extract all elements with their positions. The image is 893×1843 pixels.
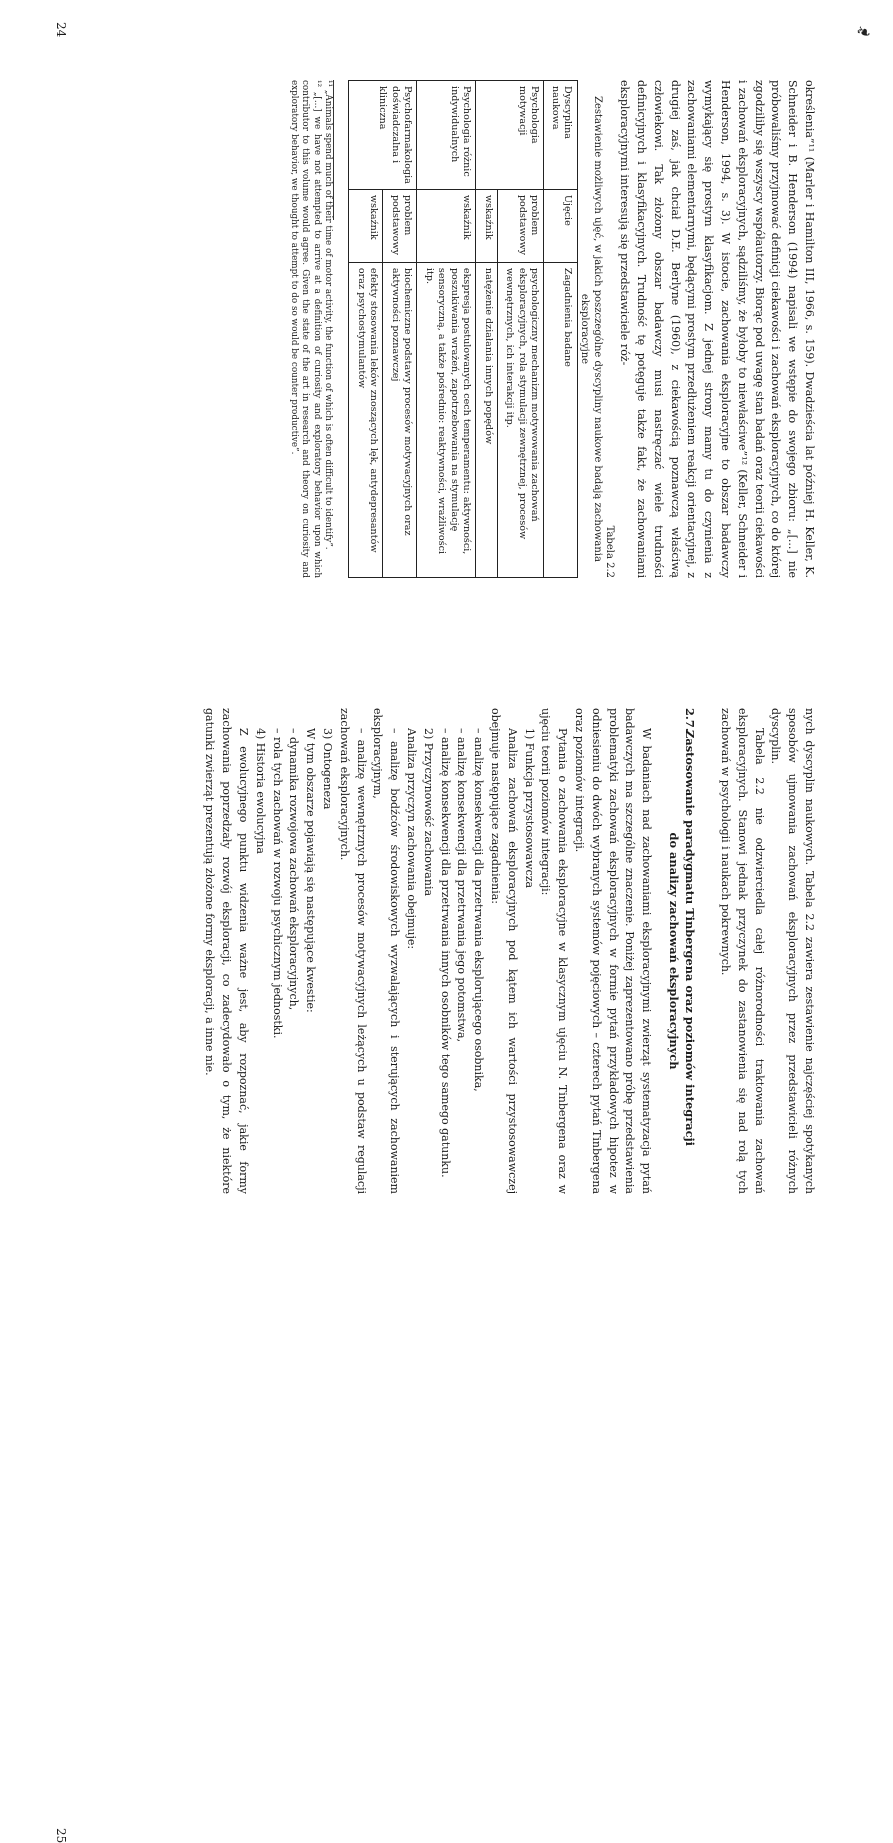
- section-number: 2.7.: [683, 708, 698, 732]
- body-paragraph: Pytania o zachowania eksploracyjne w klasycznym ujęciu N. Tinbergena oraz w ujęciu teorii poziomów integracji:: [539, 708, 570, 1194]
- table-cell-approach: wskaźnik: [417, 189, 476, 262]
- right-page-body: [201, 708, 817, 1194]
- list-item: – dynamika rozwojowa zachowań eksploracyjnych,: [287, 728, 301, 1011]
- list-item: – analizę konsekwencji dla przetrwania jego potomstwa,: [455, 728, 469, 1043]
- table-header-cell: Ujęcie: [544, 189, 578, 262]
- disciplines-table: [348, 80, 578, 578]
- table-cell-topics: natężenie działania innych popędów: [476, 262, 498, 577]
- table-cell-topics: psychologiczny mechanizm motywowania zachowań eksploracyjnych, rola stymulacji zewnętrznej, procesów wewnętrznych, ich interakcji itp.: [497, 262, 544, 577]
- list-item: 1) Funkcja przystosowawcza: [522, 728, 536, 889]
- table-cell-approach: wskaźnik: [476, 189, 498, 262]
- table-cell-topics: efekty stosowania leków znoszących lęk, antydepresantów oraz psychostymulantów: [349, 262, 383, 577]
- table-row: [497, 81, 544, 578]
- list-item: – analizę bodźców środowiskowych wyzwalających i sterujących zachowaniem eksploracyjnym,: [371, 708, 402, 1194]
- list-item: 2) Przyczynowość zachowania: [421, 728, 435, 897]
- table-cell-discipline: Psychofarmakologia doświadczalna i kliniczna: [349, 81, 417, 190]
- list-item: 3) Ontogeneza: [321, 728, 335, 810]
- table-cell-approach: problem podstawowy: [383, 189, 417, 262]
- question-list: [201, 708, 537, 1194]
- section-title-line1: Zastosowanie paradygmatu Tinbergena oraz poziomów integracji: [683, 730, 698, 1146]
- list-item: W tym obszarze pojawiają się następujące kwestie:: [304, 728, 318, 1013]
- footnote-12: ¹² „[...] we have not attempted to arrive at a definition of curiosity and exploratory behavior upon which contributor to this volume would agree. Given the state of the art in research and theory on curiosity and exploratory behavior, we thought to attempt to do so would be counter productive”.: [288, 80, 322, 578]
- left-page-paragraph: określenia”¹¹ (Marler i Hamilton III, 1966, s. 159). Dwadzieścia lat później H. Keller, K. Schneider i B. Henderson (1994) napisali we wstępie do swojego zbioru: „[...] nie próbowaliśmy przyjmować definicji ciekawości i zachowań eksploracyjnych, co do której zgodziliby się wszyscy współautorzy. Biorąc pod uwagę stan badań oraz teorii ciekawości i zachowań eksploracyjnych, sądziliśmy, że byłoby to niewłaściwe”¹² (Keller, Schneider i Henderson, 1994, s. 3). W istocie, zachowania eksploracyjne to obszar badawczy wymykający się prostym klasyfikacjom. Z jednej strony mamy tu do czynienia z zachowaniami elementarnymi, będącymi prostym przedłużeniem reakcji orientacyjnej, z drugiej zaś, jak chciał D.E. Berlyne (1960), z ciekawością poznawczą właściwą człowiekowi. Tak złożony obszar badawczy musi nastręczać wiele trudności definicyjnych i klasyfikacyjnych. Trudność tę potęguje także fakt, że zachowaniami eksploracyjnymi interesują się przedstawiciele róż-: [618, 80, 816, 578]
- page-number-left: 24: [54, 22, 68, 38]
- list-item: Z ewolucyjnego punktu widzenia ważne jest, aby rozpoznać, jakie formy zachowania poprzedzały rozwój eksploracji, co zadecydowało o tym, że niektóre gatunki zwierząt prezentują złożone formy eksploracji, a inne nie.: [203, 708, 251, 1194]
- left-page-body: [287, 80, 817, 578]
- table-header-cell: Dyscyplina naukowa: [544, 81, 578, 190]
- table-row: [383, 81, 417, 578]
- list-item: Analiza zachowań eksploracyjnych pod kątem ich wartości przystosowawczej obejmuje następujące zagadnienia:: [489, 708, 519, 1194]
- section-title-line2: do analizy zachowań eksploracyjnych: [667, 832, 682, 1070]
- table-title: Zestawienie możliwych ujęć, w jakich poszczególne dyscypliny naukowe badają zachowania eksploracyjne: [579, 96, 604, 562]
- table-cell-approach: problem podstawowy: [497, 189, 544, 262]
- list-item: Analiza przyczyn zachowania obejmuje:: [405, 728, 419, 950]
- footnote-11: ¹¹ „Animals spend much of their time of motor activity, the function of which is often difficult to identify”.: [323, 80, 334, 550]
- list-item: 4) Historia ewolucyjna: [253, 728, 267, 854]
- list-item: – rola tych zachowań w rozwoju psychicznym jednostki.: [270, 728, 284, 1039]
- scan-corner-mark: ❧: [852, 20, 875, 45]
- intro-paragraph: nych dyscyplin naukowych. Tabela 2.2 zawiera zestawienie najczęściej spotykanych sposobów ujmowania zachowań eksploracyjnych przez przedstawicieli różnych dyscyplin.: [769, 708, 816, 1194]
- table-cell-discipline: Psychologia różnic indywidualnych: [417, 81, 476, 190]
- table-cell-topics: biochemiczne podstawy procesów motywacyjnych oraz aktywności poznawczej: [383, 262, 417, 577]
- list-item: – analizę konsekwencji dla przetrwania eksplorującego osobnika,: [472, 728, 486, 1092]
- list-item: – analizę konsekwencji dla przetrwania innych osobników tego samego gatunku.: [438, 728, 452, 1178]
- section-heading: [666, 708, 698, 1194]
- table-header-cell: Zagadnienia badane: [544, 262, 578, 577]
- right-page: [0, 640, 893, 1843]
- page-number-right: 25: [54, 1828, 68, 1843]
- table-header-row: [544, 81, 578, 578]
- table-cell-approach: wskaźnik: [349, 189, 383, 262]
- table-cell-discipline: Psychologia motywacji: [476, 81, 544, 190]
- table-row: [417, 81, 476, 578]
- intro-paragraph: Tabela 2.2 nie odzwierciedla całej różnorodności traktowania zachowań eksploracyjnych. Stanowi jednak przyczynek do zastanowienia się nad rolą tych zachowań w psychologii i naukach pokrewnych.: [719, 708, 766, 1194]
- list-item: – analizę wewnętrznych procesów motywacyjnych leżących u podstaw regulacji zachowań eksploracyjnych.: [337, 708, 368, 1194]
- left-page: [0, 0, 893, 640]
- table-label: Tabela 2.2: [604, 525, 616, 578]
- footnote-rule: [333, 80, 334, 220]
- table-cell-topics: ekspresja postulowanych cech temperamentu: aktywności, poszukiwania wrażeń, zapotrzebowania na stymulację sensoryczną, a także pośrednio: reaktywności, wrażliwości itp.: [417, 262, 476, 577]
- body-paragraph: W badaniach nad zachowaniami eksploracyjnymi zwierząt systematyzacja pytań badawczych ma szczególne znaczenie. Poniżej zaprezentowano próbę przedstawienia problematyki zachowań eksploracyjnych w formie pytań przykładowych hipotez w odniesieniu do dwóch wybranych systemów pojęciowych – czterech pytań Tinbergena oraz poziomów integracji.: [573, 708, 654, 1194]
